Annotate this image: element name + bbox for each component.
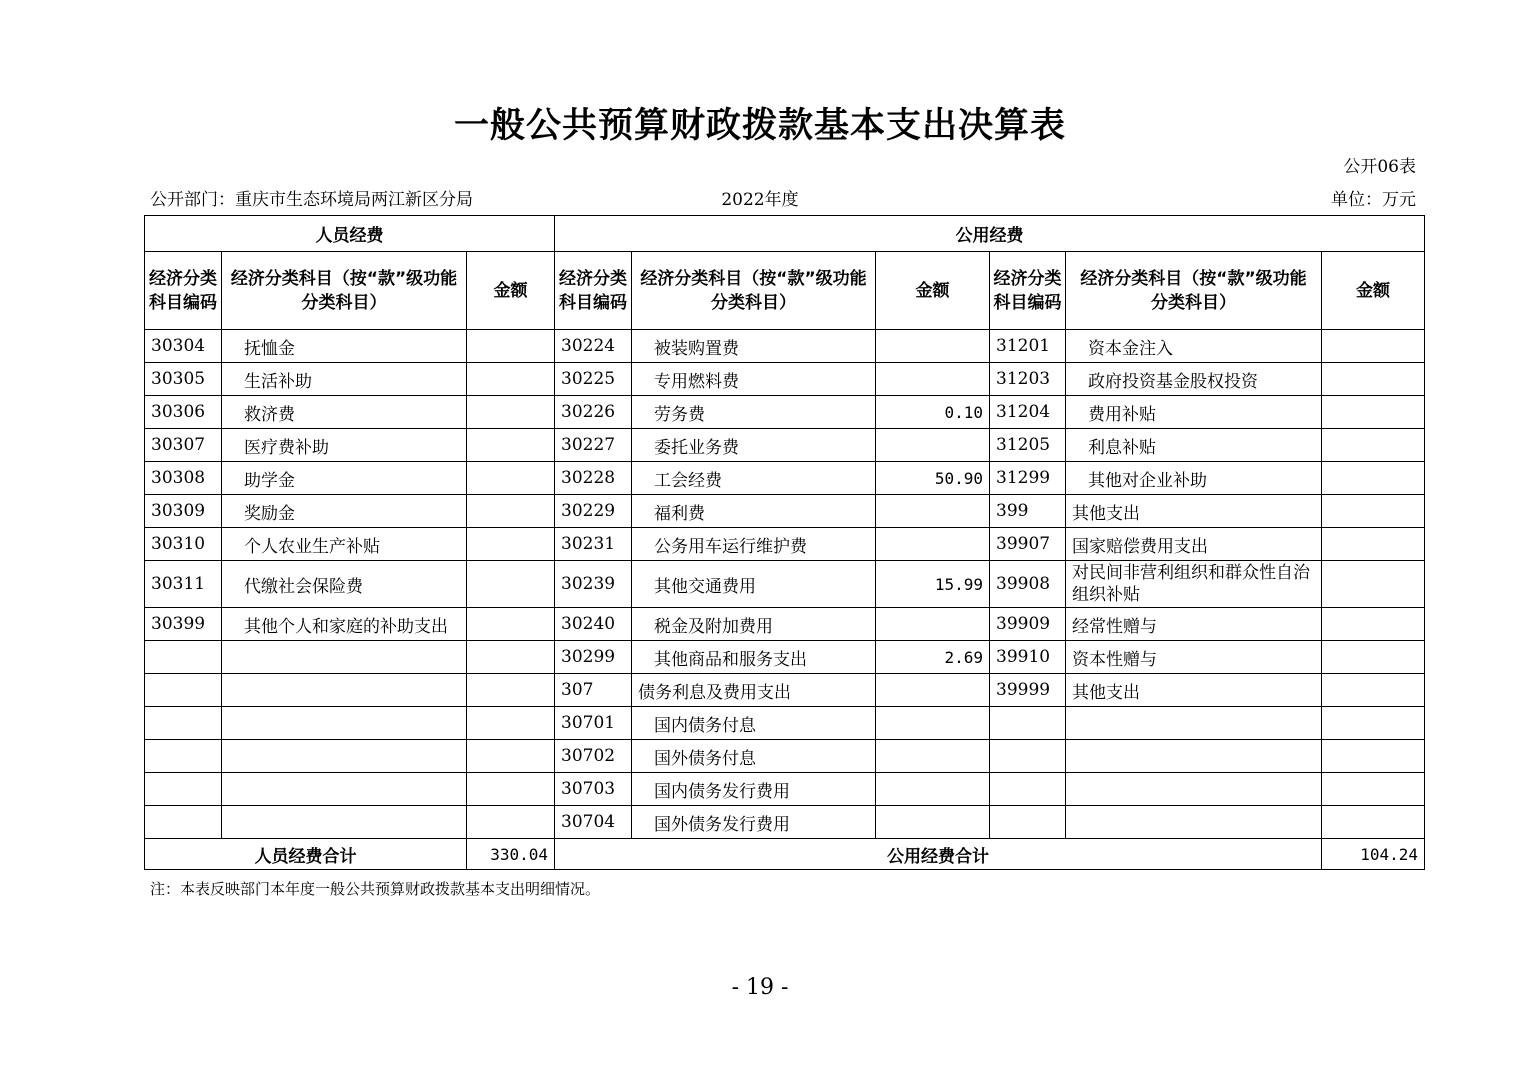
name-cell: 费用补贴 [1066, 396, 1322, 429]
name-cell: 国内债务付息 [632, 707, 876, 740]
name-cell: 助学金 [222, 462, 467, 495]
amount-cell [876, 740, 990, 773]
public-total-label: 公用经费合计 [555, 839, 1322, 870]
name-cell: 政府投资基金股权投资 [1066, 363, 1322, 396]
table-row [145, 429, 1425, 462]
table-row [145, 707, 1425, 740]
name-cell: 专用燃料费 [632, 363, 876, 396]
table-row [145, 641, 1425, 674]
name-cell: 工会经费 [632, 462, 876, 495]
name-cell [222, 707, 467, 740]
name-cell: 国家赔偿费用支出 [1066, 528, 1322, 561]
page-title: 一般公共预算财政拨款基本支出决算表 [453, 106, 1066, 146]
table-note: 注：本表反映部门本年度一般公共预算财政拨款基本支出明细情况。 [150, 880, 601, 898]
code-cell: 30310 [145, 528, 222, 561]
code-cell [145, 806, 222, 839]
table-row [145, 561, 1425, 608]
amount-cell [1322, 740, 1425, 773]
amount-cell [1322, 462, 1425, 495]
amount-cell [1322, 429, 1425, 462]
header-amount: 金额 [467, 252, 555, 330]
code-cell: 39909 [990, 608, 1066, 641]
amount-cell [1322, 561, 1425, 608]
table-row [145, 740, 1425, 773]
personnel-total-label: 人员经费合计 [145, 839, 467, 870]
name-cell: 劳务费 [632, 396, 876, 429]
code-cell: 31203 [990, 363, 1066, 396]
group-personnel: 人员经费 [145, 216, 555, 252]
amount-cell [876, 429, 990, 462]
amount-cell [1322, 495, 1425, 528]
name-cell [1066, 806, 1322, 839]
name-cell: 债务利息及费用支出 [632, 674, 876, 707]
amount-cell [467, 773, 555, 806]
amount-cell [1322, 806, 1425, 839]
name-cell [222, 740, 467, 773]
code-cell [145, 674, 222, 707]
code-cell: 30311 [145, 561, 222, 608]
header-amount: 金额 [876, 252, 990, 330]
amount-cell [876, 773, 990, 806]
code-cell [145, 707, 222, 740]
amount-cell [467, 495, 555, 528]
code-cell: 30703 [555, 773, 632, 806]
header-amount: 金额 [1322, 252, 1425, 330]
amount-cell [1322, 707, 1425, 740]
amount-cell [467, 528, 555, 561]
amount-cell [1322, 674, 1425, 707]
amount-cell [467, 330, 555, 363]
code-cell: 30704 [555, 806, 632, 839]
code-cell: 30240 [555, 608, 632, 641]
table-row [145, 462, 1425, 495]
name-cell: 税金及附加费用 [632, 608, 876, 641]
amount-cell [876, 495, 990, 528]
amount-cell [876, 608, 990, 641]
amount-cell [876, 674, 990, 707]
table-number: 公开06表 [1343, 157, 1416, 177]
code-cell [990, 806, 1066, 839]
table-row [145, 806, 1425, 839]
amount-cell: 0.10 [876, 396, 990, 429]
amount-cell [876, 806, 990, 839]
name-cell: 被装购置费 [632, 330, 876, 363]
group-public: 公用经费 [555, 216, 1425, 252]
name-cell: 经常性赠与 [1066, 608, 1322, 641]
table-row [145, 674, 1425, 707]
name-cell: 其他支出 [1066, 495, 1322, 528]
code-cell: 30226 [555, 396, 632, 429]
code-cell: 31201 [990, 330, 1066, 363]
table-row [145, 773, 1425, 806]
table-row [145, 396, 1425, 429]
code-cell: 30228 [555, 462, 632, 495]
header-code: 经济分类科目编码 [555, 252, 632, 330]
header-code: 经济分类科目编码 [145, 252, 222, 330]
amount-cell [1322, 773, 1425, 806]
code-cell: 39907 [990, 528, 1066, 561]
code-cell [145, 641, 222, 674]
name-cell [1066, 740, 1322, 773]
code-cell: 39910 [990, 641, 1066, 674]
amount-cell [467, 462, 555, 495]
code-cell: 30399 [145, 608, 222, 641]
page-number: - 19 - [731, 975, 789, 1000]
name-cell: 对民间非营利组织和群众性自治组织补贴 [1066, 561, 1322, 608]
code-cell [990, 707, 1066, 740]
name-cell: 其他对企业补助 [1066, 462, 1322, 495]
name-cell: 其他交通费用 [632, 561, 876, 608]
amount-cell: 2.69 [876, 641, 990, 674]
expenditure-table [144, 215, 1425, 870]
code-cell: 30305 [145, 363, 222, 396]
amount-cell [467, 707, 555, 740]
code-cell [990, 773, 1066, 806]
code-cell: 307 [555, 674, 632, 707]
name-cell: 其他支出 [1066, 674, 1322, 707]
name-cell: 公务用车运行维护费 [632, 528, 876, 561]
name-cell [222, 674, 467, 707]
name-cell: 救济费 [222, 396, 467, 429]
amount-cell [1322, 608, 1425, 641]
amount-cell [1322, 396, 1425, 429]
name-cell: 委托业务费 [632, 429, 876, 462]
name-cell: 资本性赠与 [1066, 641, 1322, 674]
code-cell: 31205 [990, 429, 1066, 462]
name-cell: 抚恤金 [222, 330, 467, 363]
name-cell: 代缴社会保险费 [222, 561, 467, 608]
name-cell: 国外债务发行费用 [632, 806, 876, 839]
header-name: 经济分类科目（按“款”级功能分类科目） [222, 252, 467, 330]
name-cell: 个人农业生产补贴 [222, 528, 467, 561]
code-cell: 399 [990, 495, 1066, 528]
code-cell: 30224 [555, 330, 632, 363]
amount-cell [467, 561, 555, 608]
name-cell: 国内债务发行费用 [632, 773, 876, 806]
amount-cell [467, 429, 555, 462]
amount-cell [876, 528, 990, 561]
name-cell: 资本金注入 [1066, 330, 1322, 363]
code-cell: 30307 [145, 429, 222, 462]
name-cell [222, 773, 467, 806]
name-cell: 利息补贴 [1066, 429, 1322, 462]
header-name: 经济分类科目（按“款”级功能分类科目） [1066, 252, 1322, 330]
code-cell: 30304 [145, 330, 222, 363]
table-row [145, 363, 1425, 396]
amount-cell [467, 363, 555, 396]
amount-cell [1322, 528, 1425, 561]
code-cell [145, 740, 222, 773]
fiscal-year: 2022年度 [721, 190, 799, 210]
amount-cell [876, 363, 990, 396]
code-cell: 30231 [555, 528, 632, 561]
code-cell: 31299 [990, 462, 1066, 495]
name-cell: 其他商品和服务支出 [632, 641, 876, 674]
code-cell: 30239 [555, 561, 632, 608]
name-cell: 医疗费补助 [222, 429, 467, 462]
code-cell: 30308 [145, 462, 222, 495]
amount-cell [876, 330, 990, 363]
table-row [145, 608, 1425, 641]
amount-cell [467, 608, 555, 641]
header-code: 经济分类科目编码 [990, 252, 1066, 330]
name-cell [222, 806, 467, 839]
unit-label: 单位：万元 [1331, 190, 1416, 210]
amount-cell [1322, 363, 1425, 396]
code-cell: 30227 [555, 429, 632, 462]
header-name: 经济分类科目（按“款”级功能分类科目） [632, 252, 876, 330]
code-cell: 30299 [555, 641, 632, 674]
code-cell: 39999 [990, 674, 1066, 707]
name-cell [222, 641, 467, 674]
name-cell: 国外债务付息 [632, 740, 876, 773]
name-cell: 福利费 [632, 495, 876, 528]
amount-cell [876, 707, 990, 740]
code-cell: 30229 [555, 495, 632, 528]
amount-cell [1322, 330, 1425, 363]
amount-cell [467, 740, 555, 773]
amount-cell [467, 641, 555, 674]
code-cell: 30309 [145, 495, 222, 528]
name-cell: 其他个人和家庭的补助支出 [222, 608, 467, 641]
code-cell: 39908 [990, 561, 1066, 608]
table-row [145, 528, 1425, 561]
personnel-total-value: 330.04 [467, 839, 555, 870]
code-cell: 31204 [990, 396, 1066, 429]
code-cell: 30306 [145, 396, 222, 429]
code-cell [145, 773, 222, 806]
department-label: 公开部门：重庆市生态环境局两江新区分局 [150, 190, 473, 210]
amount-cell [467, 396, 555, 429]
name-cell [1066, 707, 1322, 740]
name-cell [1066, 773, 1322, 806]
code-cell: 30225 [555, 363, 632, 396]
amount-cell [467, 674, 555, 707]
table-row [145, 495, 1425, 528]
amount-cell: 15.99 [876, 561, 990, 608]
name-cell: 奖励金 [222, 495, 467, 528]
name-cell: 生活补助 [222, 363, 467, 396]
public-total-value: 104.24 [1322, 839, 1425, 870]
code-cell: 30701 [555, 707, 632, 740]
code-cell: 30702 [555, 740, 632, 773]
table-row [145, 330, 1425, 363]
amount-cell [467, 806, 555, 839]
amount-cell [1322, 641, 1425, 674]
amount-cell: 50.90 [876, 462, 990, 495]
code-cell [990, 740, 1066, 773]
